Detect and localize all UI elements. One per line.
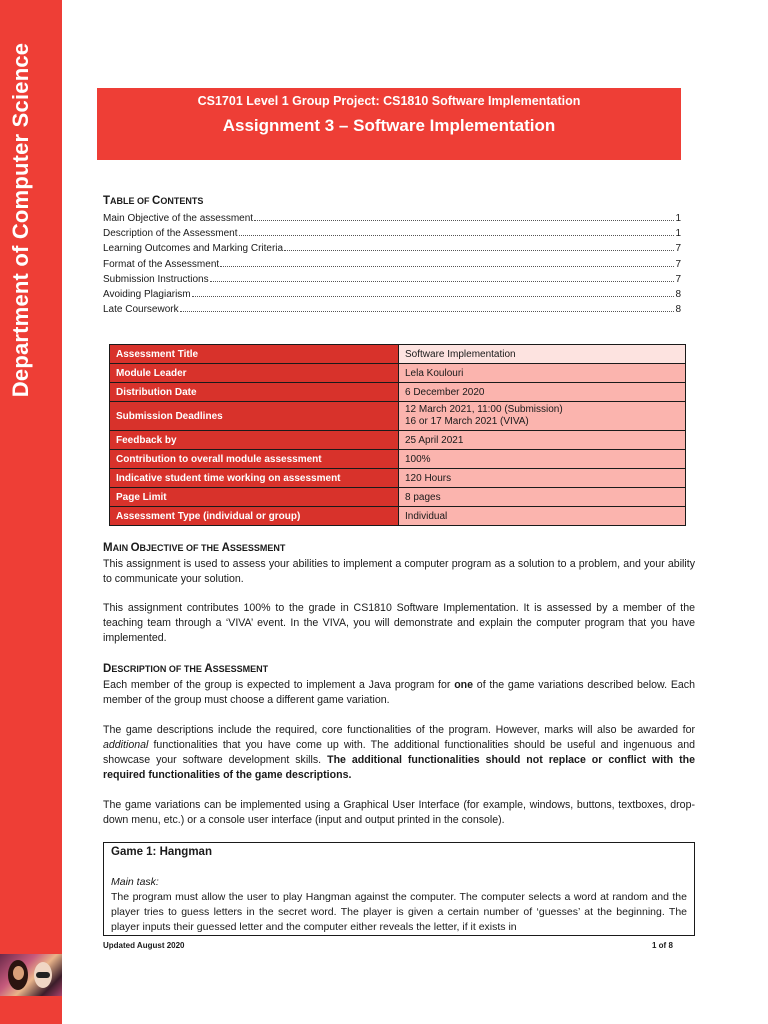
banner-subtitle: CS1701 Level 1 Group Project: CS1810 Software Implementation [197,94,581,108]
table-of-contents [103,211,681,317]
toc-entry[interactable]: Submission Instructions 7 [103,273,681,285]
main-task-label: Main task: [111,876,159,888]
main-objective-paragraph-2: This assignment contributes 100% to the grade in CS1810 Software Implementation. It is assessed by a member of the teaching team through a ‘VIVA’ event. In the VIVA, you will demonstrate and explain the computer program that you have implemented. [103,602,695,644]
toc-entry[interactable]: Avoiding Plagiarism 8 [103,289,681,301]
footer-updated: Updated August 2020 [103,941,185,950]
title-banner [97,88,681,160]
table-row: Module Leader Lela Koulouri [110,364,686,383]
toc-entry[interactable]: Main Objective of the assessment 1 [103,213,681,224]
table-row: Assessment Title Software Implementation [110,345,686,364]
description-paragraph-1: Each member of the group is expected to implement a Java program for one of the game variations described below. Each member of the group must choose a different game variation. [103,679,695,706]
table-row: Page Limit 8 pages [110,488,686,507]
sidebar-band [0,0,62,1024]
main-objective-heading: MAIN OBJECTIVE OF THE ASSESSMENT [103,542,286,554]
game-1-box [103,842,695,936]
department-label: Department of Computer Science [8,42,33,398]
main-objective-paragraph-1: This assignment is used to assess your abilities to implement a computer program as a solution to a problem, and your ability to communicate your solution. [103,558,695,585]
game-1-title: Game 1: Hangman [111,846,212,858]
table-row: Feedback by 25 April 2021 [110,431,686,450]
game-1-description: The program must allow the user to play Hangman against the computer. The computer selects a word at random and the player tries to guess letters in the secret word. The player is given a certain number of ‘guesses’ at the beginning. The player inputs their guessed letter and the computer either reveals the letter, if it exists in [111,891,687,933]
table-row: Distribution Date 6 December 2020 [110,383,686,402]
toc-heading: TABLE OF CONTENTS [103,195,204,207]
toc-entry[interactable]: Late Coursework 8 [103,304,681,316]
footer-page-number: 1 of 8 [652,941,673,950]
students-photo [0,954,62,996]
assessment-info-table [109,344,686,526]
toc-entry[interactable]: Learning Outcomes and Marking Criteria 7 [103,243,681,255]
toc-entry[interactable]: Description of the Assessment 1 [103,228,681,240]
table-row: Submission Deadlines 12 March 2021, 11:00 (Submission) 16 or 17 March 2021 (VIVA) [110,402,686,431]
banner-title: Assignment 3 – Software Implementation [222,116,556,135]
description-paragraph-3: The game variations can be implemented using a Graphical User Interface (for example, windows, buttons, textboxes, drop-down menu, etc.) or a console user interface (input and output printed in the console). [103,799,695,826]
table-row: Indicative student time working on assessment 120 Hours [110,469,686,488]
table-row: Contribution to overall module assessment 100% [110,450,686,469]
toc-entry[interactable]: Format of the Assessment 7 [103,258,681,270]
description-paragraph-2: The game descriptions include the required, core functionalities of the program. However, marks will also be awarded for additional functionalities that you have come up with. The additional functionalities should be useful and ingenuous and showcase your software development skills. The additional functionalities should not replace or conflict with the required functionalities of the game descriptions. [103,724,695,781]
table-row: Assessment Type (individual or group) Individual [110,507,686,526]
description-heading: DESCRIPTION OF THE ASSESSMENT [103,663,269,675]
